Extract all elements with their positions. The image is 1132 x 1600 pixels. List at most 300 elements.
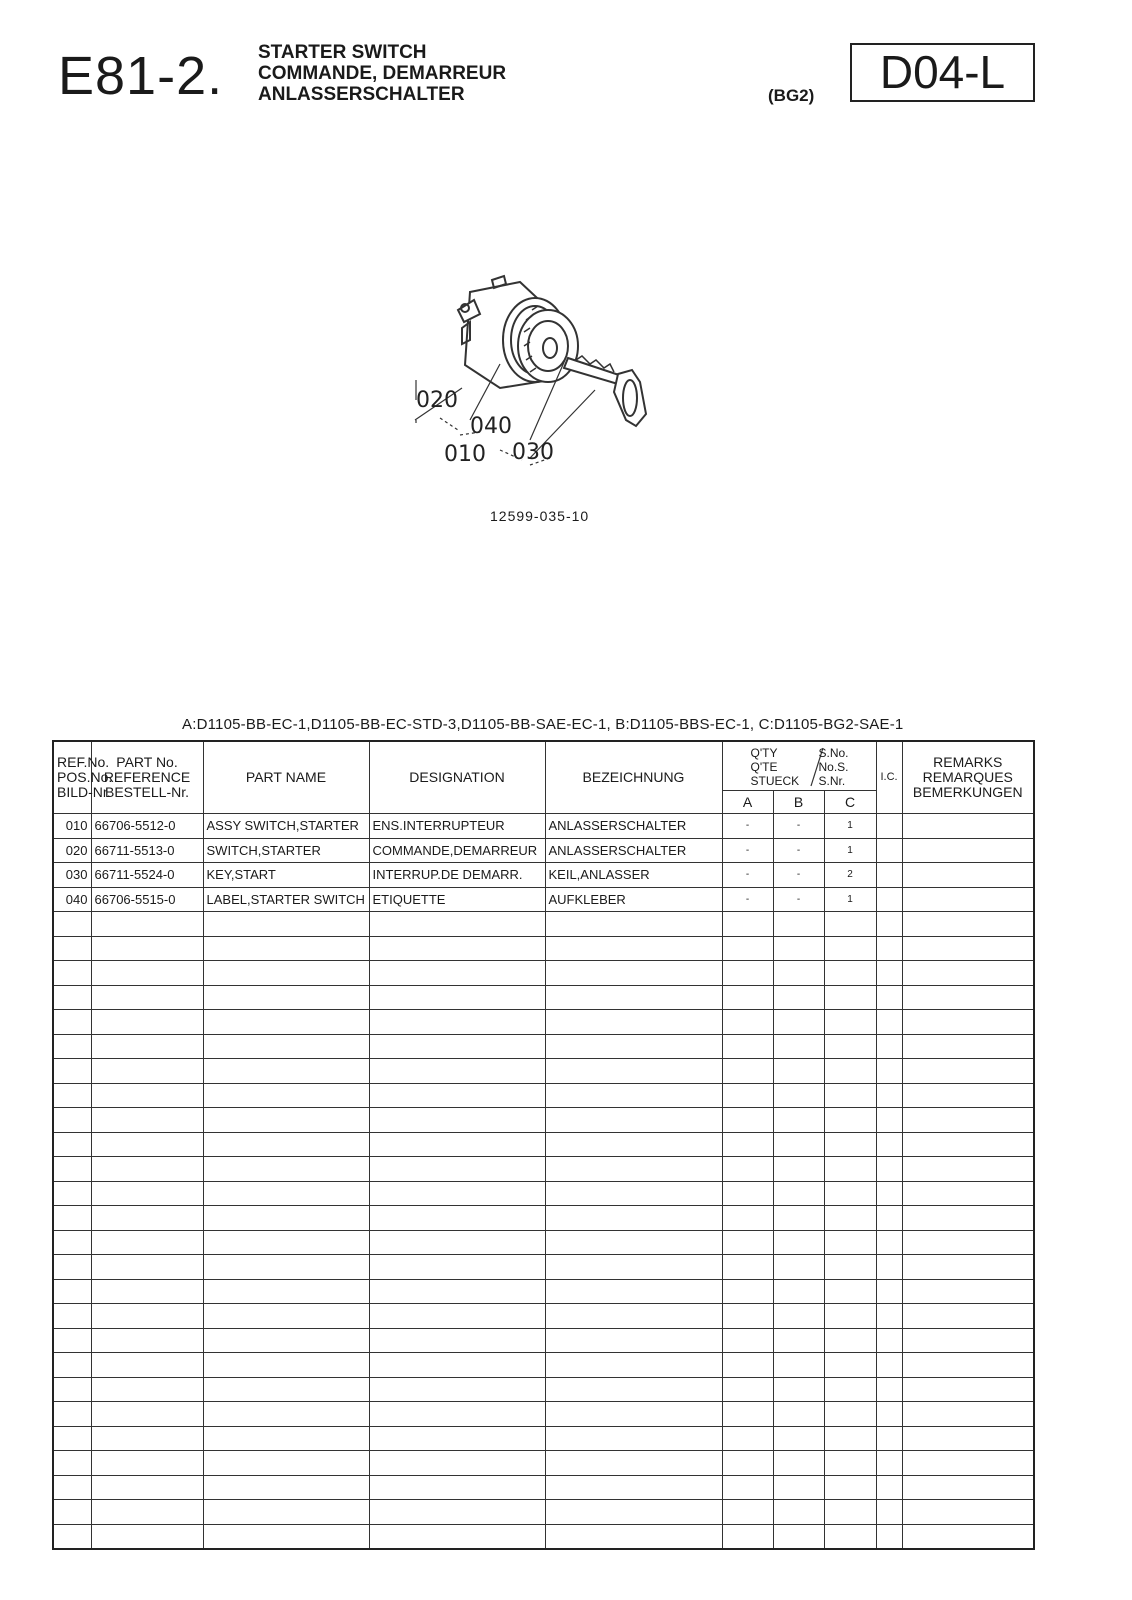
empty-cell — [91, 1181, 203, 1206]
empty-cell — [53, 1132, 91, 1157]
empty-cell — [722, 1328, 773, 1353]
empty-cell — [369, 1524, 545, 1549]
empty-cell — [876, 936, 902, 961]
header-designation: DESIGNATION — [369, 741, 545, 814]
empty-cell — [773, 1426, 824, 1451]
empty-cell — [369, 1034, 545, 1059]
empty-cell — [824, 1524, 876, 1549]
remarks-cell — [902, 838, 1034, 863]
part-no-cell: 66711-5524-0 — [91, 863, 203, 888]
designation-cell: INTERRUP.DE DEMARR. — [369, 863, 545, 888]
empty-cell — [203, 1108, 369, 1133]
empty-cell — [722, 1206, 773, 1231]
empty-cell — [203, 1157, 369, 1182]
empty-cell — [369, 1230, 545, 1255]
header-col-a: A — [722, 791, 773, 814]
part-name-cell: KEY,START — [203, 863, 369, 888]
empty-cell — [545, 1353, 722, 1378]
empty-cell — [773, 985, 824, 1010]
section-title — [258, 42, 506, 105]
ic-cell — [876, 887, 902, 912]
empty-cell — [369, 1083, 545, 1108]
figure-caption: 12599-035-10 — [490, 508, 590, 524]
empty-cell — [902, 1132, 1034, 1157]
empty-cell — [203, 1328, 369, 1353]
empty-cell — [545, 1206, 722, 1231]
empty-cell — [876, 1353, 902, 1378]
ref-no-cell: 040 — [53, 887, 91, 912]
empty-cell — [824, 985, 876, 1010]
empty-cell — [53, 1181, 91, 1206]
empty-cell — [91, 1279, 203, 1304]
empty-cell — [369, 1059, 545, 1084]
empty-cell — [203, 912, 369, 937]
empty-cell — [203, 1206, 369, 1231]
empty-cell — [876, 1304, 902, 1329]
empty-cell — [203, 1059, 369, 1084]
empty-cell — [722, 1451, 773, 1476]
empty-cell — [369, 1402, 545, 1427]
empty-cell — [91, 1500, 203, 1525]
empty-cell — [53, 1157, 91, 1182]
designation-cell: ETIQUETTE — [369, 887, 545, 912]
empty-cell — [773, 936, 824, 961]
empty-cell — [545, 1255, 722, 1280]
empty-cell — [53, 1475, 91, 1500]
empty-cell — [203, 936, 369, 961]
empty-cell — [824, 1230, 876, 1255]
empty-cell — [53, 1255, 91, 1280]
empty-cell — [902, 961, 1034, 986]
empty-cell — [369, 1304, 545, 1329]
header-remarks: REMARKS REMARQUES BEMERKUNGEN — [902, 741, 1034, 814]
empty-cell — [91, 912, 203, 937]
empty-cell — [902, 1304, 1034, 1329]
empty-cell — [824, 1181, 876, 1206]
header-quantity: Q'TY Q'TE STUECK S.No. No.S. S.Nr. — [722, 741, 876, 791]
callout-020: 020 — [416, 388, 458, 413]
remarks-cell — [902, 887, 1034, 912]
empty-cell — [773, 1451, 824, 1476]
empty-cell — [53, 1279, 91, 1304]
page-code-box: D04-L — [850, 43, 1035, 102]
applicable-models: A:D1105-BB-EC-1,D1105-BB-EC-STD-3,D1105-BB-SAE-EC-1, B:D1105-BBS-EC-1, C:D1105-BG2-SAE-1 — [182, 716, 904, 733]
parts-table-body — [53, 814, 1034, 1550]
empty-cell — [369, 1279, 545, 1304]
empty-cell — [902, 1451, 1034, 1476]
empty-cell — [203, 961, 369, 986]
empty-table-row — [53, 1157, 1034, 1182]
empty-cell — [876, 912, 902, 937]
empty-cell — [91, 1475, 203, 1500]
empty-cell — [369, 912, 545, 937]
empty-cell — [824, 1475, 876, 1500]
empty-cell — [773, 1059, 824, 1084]
empty-cell — [722, 936, 773, 961]
empty-table-row — [53, 1181, 1034, 1206]
empty-cell — [902, 1083, 1034, 1108]
empty-cell — [545, 1377, 722, 1402]
empty-cell — [369, 1157, 545, 1182]
empty-cell — [876, 1181, 902, 1206]
empty-cell — [876, 1108, 902, 1133]
empty-cell — [545, 1402, 722, 1427]
empty-cell — [545, 1328, 722, 1353]
empty-cell — [824, 1353, 876, 1378]
empty-table-row — [53, 961, 1034, 986]
empty-cell — [91, 1230, 203, 1255]
empty-cell — [876, 1132, 902, 1157]
empty-cell — [203, 1304, 369, 1329]
qty-b-cell: - — [773, 863, 824, 888]
empty-cell — [369, 1108, 545, 1133]
empty-cell — [824, 1426, 876, 1451]
empty-cell — [773, 1010, 824, 1035]
empty-cell — [722, 1083, 773, 1108]
empty-cell — [369, 1475, 545, 1500]
empty-cell — [369, 1500, 545, 1525]
empty-cell — [722, 1402, 773, 1427]
empty-table-row — [53, 1402, 1034, 1427]
empty-table-row — [53, 1304, 1034, 1329]
empty-cell — [53, 1108, 91, 1133]
empty-cell — [824, 1108, 876, 1133]
qty-a-cell: - — [722, 887, 773, 912]
table-row — [53, 863, 1034, 888]
empty-cell — [203, 1402, 369, 1427]
empty-cell — [876, 1034, 902, 1059]
variant-code: (BG2) — [768, 86, 815, 105]
empty-cell — [773, 1475, 824, 1500]
empty-cell — [545, 1083, 722, 1108]
empty-cell — [824, 1157, 876, 1182]
empty-table-row — [53, 912, 1034, 937]
empty-cell — [545, 1181, 722, 1206]
empty-cell — [369, 1181, 545, 1206]
title-french: COMMANDE, DEMARREUR — [258, 63, 507, 84]
empty-cell — [902, 1279, 1034, 1304]
empty-cell — [824, 961, 876, 986]
part-no-cell: 66711-5513-0 — [91, 838, 203, 863]
empty-cell — [91, 1451, 203, 1476]
empty-cell — [722, 1279, 773, 1304]
qty-divider-line — [723, 742, 877, 790]
qty-c-cell: 1 — [824, 838, 876, 863]
empty-cell — [722, 912, 773, 937]
empty-cell — [545, 1059, 722, 1084]
table-row — [53, 838, 1034, 863]
empty-cell — [876, 1402, 902, 1427]
empty-cell — [902, 1475, 1034, 1500]
empty-cell — [545, 1279, 722, 1304]
empty-cell — [773, 961, 824, 986]
empty-cell — [203, 1255, 369, 1280]
empty-table-row — [53, 985, 1034, 1010]
empty-cell — [876, 985, 902, 1010]
empty-cell — [902, 985, 1034, 1010]
empty-cell — [722, 1010, 773, 1035]
empty-cell — [203, 1034, 369, 1059]
empty-table-row — [53, 1451, 1034, 1476]
qty-a-cell: - — [722, 838, 773, 863]
empty-cell — [203, 1353, 369, 1378]
remarks-cell — [902, 863, 1034, 888]
empty-cell — [369, 1132, 545, 1157]
parts-table — [52, 740, 1035, 1550]
empty-cell — [876, 1377, 902, 1402]
empty-cell — [722, 1059, 773, 1084]
header-ic: I.C. — [876, 741, 902, 814]
empty-cell — [91, 1108, 203, 1133]
empty-table-row — [53, 1279, 1034, 1304]
header-col-c: C — [824, 791, 876, 814]
empty-table-row — [53, 1255, 1034, 1280]
empty-cell — [876, 1426, 902, 1451]
empty-cell — [91, 1132, 203, 1157]
empty-cell — [53, 1377, 91, 1402]
empty-cell — [773, 1108, 824, 1133]
qty-b-cell: - — [773, 814, 824, 839]
empty-cell — [91, 1034, 203, 1059]
empty-cell — [773, 1304, 824, 1329]
empty-cell — [545, 1500, 722, 1525]
empty-cell — [369, 1255, 545, 1280]
bezeichnung-cell: KEIL,ANLASSER — [545, 863, 722, 888]
empty-cell — [91, 1059, 203, 1084]
empty-cell — [824, 1279, 876, 1304]
empty-cell — [203, 1279, 369, 1304]
empty-cell — [722, 1304, 773, 1329]
empty-cell — [902, 1255, 1034, 1280]
empty-cell — [876, 1255, 902, 1280]
empty-cell — [773, 1083, 824, 1108]
empty-cell — [203, 1451, 369, 1476]
title-english: STARTER SWITCH — [258, 42, 427, 63]
empty-cell — [773, 1206, 824, 1231]
empty-cell — [773, 1181, 824, 1206]
title-german: ANLASSERSCHALTER — [258, 84, 465, 105]
header-part-name: PART NAME — [203, 741, 369, 814]
empty-cell — [902, 1328, 1034, 1353]
empty-cell — [53, 1010, 91, 1035]
empty-table-row — [53, 1353, 1034, 1378]
header-ref-no: REF.No. POS.No. BILD-Nr. — [53, 741, 91, 814]
empty-cell — [91, 1402, 203, 1427]
remarks-cell — [902, 814, 1034, 839]
empty-cell — [545, 1475, 722, 1500]
callout-030: 030 — [512, 440, 554, 465]
empty-cell — [369, 1353, 545, 1378]
empty-cell — [53, 912, 91, 937]
ref-no-cell: 010 — [53, 814, 91, 839]
empty-cell — [773, 1132, 824, 1157]
empty-cell — [773, 1255, 824, 1280]
empty-cell — [91, 1010, 203, 1035]
empty-cell — [902, 1206, 1034, 1231]
empty-cell — [53, 1402, 91, 1427]
empty-cell — [824, 1500, 876, 1525]
empty-cell — [773, 1157, 824, 1182]
empty-cell — [91, 1206, 203, 1231]
empty-cell — [53, 1451, 91, 1476]
empty-cell — [773, 1230, 824, 1255]
empty-cell — [53, 1059, 91, 1084]
empty-cell — [876, 1059, 902, 1084]
empty-cell — [53, 936, 91, 961]
empty-cell — [722, 1353, 773, 1378]
empty-table-row — [53, 1083, 1034, 1108]
empty-cell — [824, 1010, 876, 1035]
empty-cell — [545, 1108, 722, 1133]
empty-cell — [203, 1181, 369, 1206]
qty-b-cell: - — [773, 838, 824, 863]
empty-cell — [53, 1353, 91, 1378]
bezeichnung-cell: ANLASSERSCHALTER — [545, 838, 722, 863]
empty-cell — [91, 961, 203, 986]
empty-cell — [722, 1255, 773, 1280]
designation-cell: ENS.INTERRUPTEUR — [369, 814, 545, 839]
empty-cell — [902, 1377, 1034, 1402]
empty-cell — [824, 912, 876, 937]
qty-c-cell: 1 — [824, 887, 876, 912]
designation-cell: COMMANDE,DEMARREUR — [369, 838, 545, 863]
part-name-cell: LABEL,STARTER SWITCH — [203, 887, 369, 912]
empty-table-row — [53, 1426, 1034, 1451]
empty-cell — [545, 1034, 722, 1059]
empty-cell — [902, 1353, 1034, 1378]
empty-cell — [53, 1524, 91, 1549]
empty-cell — [722, 1377, 773, 1402]
empty-cell — [91, 1377, 203, 1402]
empty-cell — [773, 1034, 824, 1059]
ic-cell — [876, 838, 902, 863]
callout-040: 040 — [470, 414, 512, 439]
empty-cell — [773, 1500, 824, 1525]
empty-cell — [545, 1426, 722, 1451]
empty-cell — [203, 1132, 369, 1157]
empty-cell — [876, 1524, 902, 1549]
header-col-b: B — [773, 791, 824, 814]
header-bezeichnung: BEZEICHNUNG — [545, 741, 722, 814]
empty-cell — [876, 1230, 902, 1255]
empty-cell — [91, 1353, 203, 1378]
ic-cell — [876, 863, 902, 888]
qty-b-cell: - — [773, 887, 824, 912]
empty-cell — [369, 936, 545, 961]
empty-cell — [722, 1108, 773, 1133]
empty-cell — [902, 936, 1034, 961]
empty-cell — [824, 936, 876, 961]
empty-table-row — [53, 1230, 1034, 1255]
empty-cell — [876, 1279, 902, 1304]
empty-table-row — [53, 1377, 1034, 1402]
empty-cell — [203, 1377, 369, 1402]
empty-table-row — [53, 1500, 1034, 1525]
empty-cell — [545, 961, 722, 986]
empty-cell — [545, 912, 722, 937]
empty-cell — [824, 1206, 876, 1231]
empty-cell — [91, 1157, 203, 1182]
empty-table-row — [53, 1059, 1034, 1084]
empty-cell — [722, 961, 773, 986]
empty-cell — [773, 912, 824, 937]
section-number: E81-2. — [58, 46, 224, 106]
empty-cell — [902, 1010, 1034, 1035]
empty-cell — [902, 1230, 1034, 1255]
empty-cell — [902, 1500, 1034, 1525]
empty-cell — [369, 1451, 545, 1476]
empty-cell — [773, 1279, 824, 1304]
empty-cell — [824, 1059, 876, 1084]
empty-cell — [876, 1475, 902, 1500]
empty-cell — [369, 961, 545, 986]
bezeichnung-cell: AUFKLEBER — [545, 887, 722, 912]
empty-table-row — [53, 1475, 1034, 1500]
empty-cell — [53, 1083, 91, 1108]
empty-cell — [773, 1353, 824, 1378]
empty-cell — [203, 985, 369, 1010]
empty-cell — [53, 961, 91, 986]
empty-cell — [369, 1328, 545, 1353]
qty-c-cell: 1 — [824, 814, 876, 839]
empty-cell — [902, 912, 1034, 937]
empty-cell — [722, 1524, 773, 1549]
empty-cell — [91, 1304, 203, 1329]
ic-cell — [876, 814, 902, 839]
empty-cell — [824, 1255, 876, 1280]
ref-no-cell: 020 — [53, 838, 91, 863]
empty-cell — [91, 1255, 203, 1280]
empty-cell — [876, 1206, 902, 1231]
empty-cell — [53, 1328, 91, 1353]
empty-cell — [722, 1500, 773, 1525]
empty-cell — [824, 1083, 876, 1108]
empty-cell — [722, 1181, 773, 1206]
empty-cell — [53, 1034, 91, 1059]
empty-cell — [824, 1377, 876, 1402]
empty-cell — [773, 1402, 824, 1427]
empty-table-row — [53, 1132, 1034, 1157]
empty-cell — [203, 1475, 369, 1500]
empty-cell — [203, 1524, 369, 1549]
empty-cell — [722, 1475, 773, 1500]
empty-cell — [53, 1426, 91, 1451]
empty-cell — [902, 1426, 1034, 1451]
empty-cell — [53, 1304, 91, 1329]
qty-a-cell: - — [722, 814, 773, 839]
empty-cell — [876, 1500, 902, 1525]
empty-cell — [902, 1157, 1034, 1182]
empty-cell — [545, 985, 722, 1010]
ref-no-cell: 030 — [53, 863, 91, 888]
part-name-cell: ASSY SWITCH,STARTER — [203, 814, 369, 839]
empty-table-row — [53, 1524, 1034, 1549]
empty-cell — [722, 1034, 773, 1059]
empty-cell — [545, 1451, 722, 1476]
empty-cell — [722, 1157, 773, 1182]
table-row — [53, 814, 1034, 839]
empty-cell — [824, 1328, 876, 1353]
empty-cell — [902, 1402, 1034, 1427]
empty-cell — [876, 1010, 902, 1035]
empty-table-row — [53, 1328, 1034, 1353]
empty-cell — [369, 1206, 545, 1231]
part-no-cell: 66706-5515-0 — [91, 887, 203, 912]
empty-cell — [545, 1010, 722, 1035]
empty-cell — [824, 1132, 876, 1157]
empty-cell — [722, 1426, 773, 1451]
empty-cell — [53, 985, 91, 1010]
